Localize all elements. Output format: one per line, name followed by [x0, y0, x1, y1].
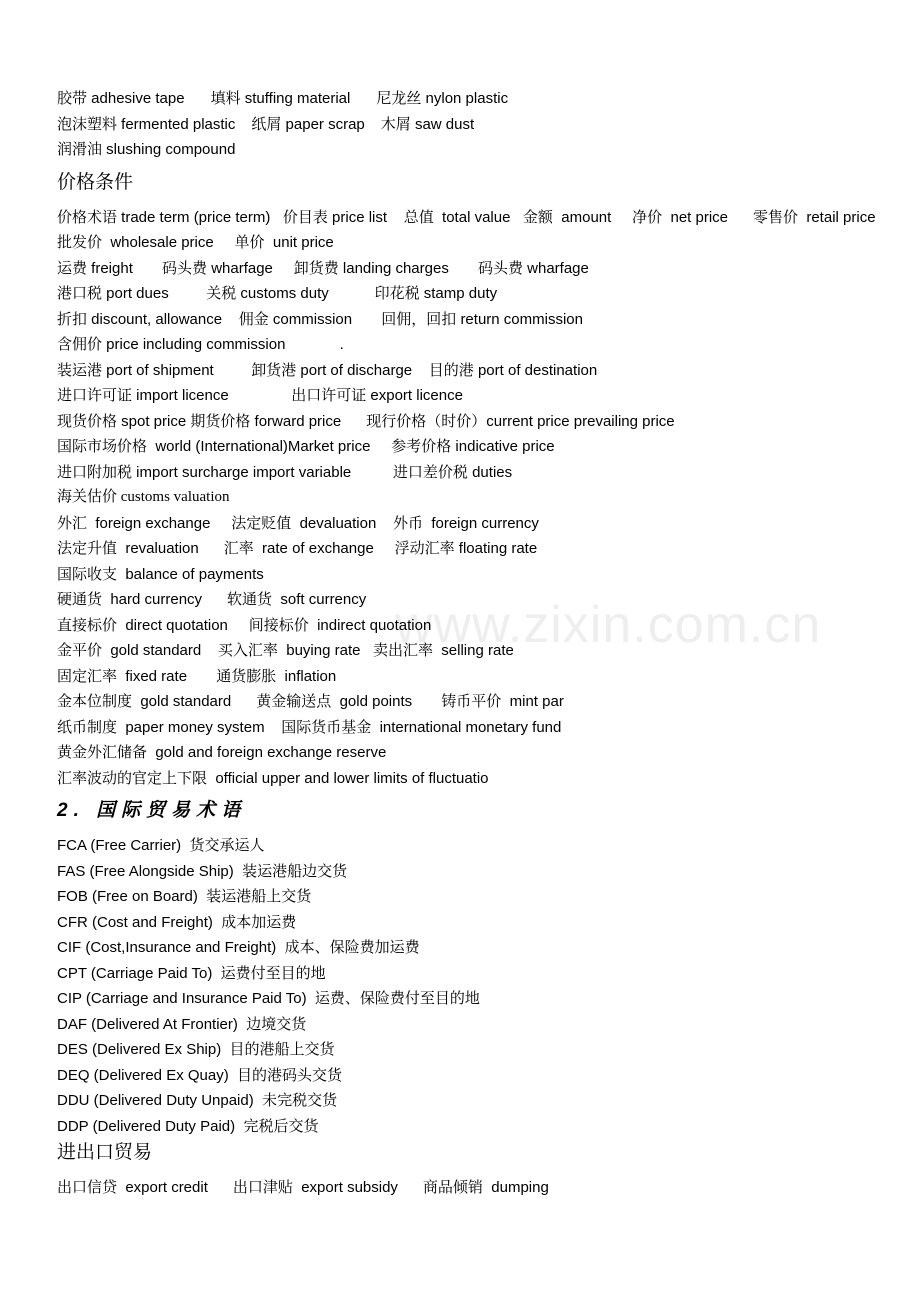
incoterm-item: DES (Delivered Ex Ship) 目的港船上交货	[57, 1041, 335, 1058]
price-first-paragraph: 价格术语 trade term (price term) 价目表 price list 总值 total value 金额 amount 净价 net price 零售价 retail price 批发价 wholesale price 单价 unit price	[57, 208, 897, 251]
incoterm-item: CFR (Cost and Freight) 成本加运费	[57, 913, 297, 931]
price-line: 运费 freight 码头费 wharfage 卸货费 landing charges 码头费 wharfage	[57, 259, 589, 277]
price-section-heading: 价格条件	[57, 171, 134, 193]
price-line: 含佣价 price including commission .	[57, 336, 344, 353]
incoterm-item: DEQ (Delivered Ex Quay) 目的港码头交货	[57, 1066, 343, 1084]
trade-line: 出口信贷 export credit 出口津贴 export subsidy 商品倾销 dumping	[57, 1179, 549, 1196]
price-line: 法定升值 revaluation 汇率 rate of exchange 浮动汇率 floating rate	[57, 540, 538, 557]
materials-line	[57, 86, 877, 112]
materials-line	[57, 137, 877, 163]
price-line: 金平价 gold standard 买入汇率 buying rate 卖出汇率 selling rate	[57, 642, 514, 659]
price-line: 外汇 foreign exchange 法定贬值 devaluation 外币 foreign currency	[57, 514, 539, 532]
document-page	[57, 86, 897, 1201]
incoterm-item: DDP (Delivered Duty Paid) 完税后交货	[57, 1117, 319, 1135]
price-line: 进口许可证 import licence 出口许可证 export licence	[57, 387, 463, 404]
term-paper-scrap: 纸屑 paper scrap	[251, 115, 365, 133]
import-export-heading: 进出口贸易	[57, 1142, 153, 1163]
price-line: 进口附加税 import surcharge import variable 进口差价税 duties	[57, 463, 513, 481]
price-line: 固定汇率 fixed rate 通货膨胀 inflation	[57, 667, 337, 685]
price-line: 国际市场价格 world (International)Market price 参考价格 indicative price	[57, 438, 555, 455]
price-line: 国际收支 balance of payments	[57, 565, 264, 583]
incoterm-item: FAS (Free Alongside Ship) 装运港船边交货	[57, 862, 348, 880]
incoterm-item: DDU (Delivered Duty Unpaid) 未完税交货	[57, 1092, 338, 1109]
price-line: 金本位制度 gold standard 黄金输送点 gold points 铸币平价 mint par	[57, 693, 564, 710]
watermark: www.zixin.com.cn	[395, 596, 822, 654]
import-export-section	[57, 1175, 877, 1201]
term-stuffing-material: 填料 stuffing material	[210, 90, 351, 107]
trade-terms-heading: 2. 国际贸易术语	[57, 800, 247, 821]
term-nylon-plastic: 尼龙丝 nylon plastic	[376, 90, 509, 107]
materials-section	[57, 86, 877, 163]
price-line: 折扣 discount, allowance 佣金 commission 回佣，回扣 return commission	[57, 310, 583, 328]
price-line: 港口税 port dues 关税 customs duty 印花税 stamp duty	[57, 285, 498, 302]
incoterm-item: CIP (Carriage and Insurance Paid To) 运费、保险费付至目的地	[57, 990, 480, 1007]
term-saw-dust: 木屑 saw dust	[380, 115, 475, 133]
term-adhesive-tape: 胶带 adhesive tape	[57, 90, 185, 107]
price-line: 装运港 port of shipment 卸货港 port of discharge 目的港 port of destination	[57, 361, 598, 379]
price-line: 硬通货 hard currency 软通货 soft currency	[57, 591, 367, 608]
incoterm-item: DAF (Delivered At Frontier) 边境交货	[57, 1015, 307, 1033]
price-line: 现货价格 spot price 期货价格 forward price 现行价格（时价）current price prevailing price	[57, 412, 675, 430]
materials-line	[57, 112, 877, 138]
price-line: 黄金外汇储备 gold and foreign exchange reserve	[57, 744, 387, 761]
incoterm-item: FOB (Free on Board) 装运港船上交货	[57, 888, 312, 905]
price-section	[57, 205, 897, 792]
term-slushing-compound: 润滑油 slushing compound	[57, 141, 236, 158]
incoterm-item: FCA (Free Carrier) 货交承运人	[57, 837, 265, 854]
price-line: 海关估价 customs valuation	[57, 489, 230, 505]
incoterm-item: CIF (Cost,Insurance and Freight) 成本、保险费加运费	[57, 939, 420, 956]
incoterm-item: CPT (Carriage Paid To) 运费付至目的地	[57, 964, 326, 982]
term-fermented-plastic: 泡沫塑料 fermented plastic	[57, 115, 236, 133]
trade-terms-section	[57, 833, 877, 1139]
price-line: 纸币制度 paper money system 国际货币基金 international monetary fund	[57, 718, 562, 736]
price-line: 汇率波动的官定上下限 official upper and lower limits of fluctuatio	[57, 769, 489, 787]
price-line: 直接标价 direct quotation 间接标价 indirect quotation	[57, 616, 432, 634]
